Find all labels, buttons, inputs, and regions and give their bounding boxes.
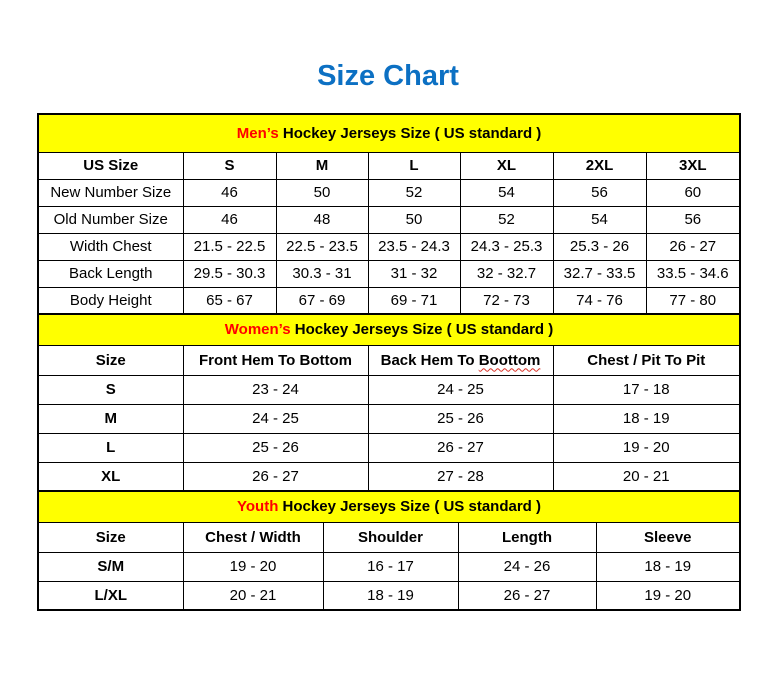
table-cell: 22.5 - 23.5	[276, 233, 368, 260]
table-row	[38, 552, 740, 581]
misspelled-word: Boottom	[478, 351, 541, 369]
column-header	[368, 345, 553, 375]
youth-size-table	[37, 490, 741, 611]
table-row	[38, 375, 740, 404]
mens-table-title	[38, 114, 740, 152]
table-cell: 23 - 24	[183, 375, 368, 404]
mens-header-row	[38, 152, 740, 179]
column-header: 3XL	[646, 152, 740, 179]
column-header: US Size	[38, 152, 183, 179]
table-cell: 19 - 20	[553, 433, 740, 462]
row-label: S/M	[38, 552, 183, 581]
table-cell: 77 - 80	[646, 287, 740, 314]
column-header: S	[183, 152, 276, 179]
table-cell: 19 - 20	[183, 552, 323, 581]
table-cell: 56	[553, 179, 646, 206]
row-label: S	[38, 375, 183, 404]
table-cell: 26 - 27	[646, 233, 740, 260]
row-label: Width Chest	[38, 233, 183, 260]
youth-header-row	[38, 522, 740, 552]
table-cell: 26 - 27	[368, 433, 553, 462]
table-row	[38, 260, 740, 287]
column-header: Shoulder	[323, 522, 458, 552]
column-header: Sleeve	[596, 522, 740, 552]
row-label: Old Number Size	[38, 206, 183, 233]
youth-table-title-highlight: Youth	[237, 498, 279, 516]
row-label: L	[38, 433, 183, 462]
womens-table-title-highlight: Women’s	[224, 321, 291, 339]
column-header: XL	[460, 152, 553, 179]
column-header: 2XL	[553, 152, 646, 179]
table-cell: 30.3 - 31	[276, 260, 368, 287]
table-cell: 25 - 26	[183, 433, 368, 462]
table-cell: 74 - 76	[553, 287, 646, 314]
table-row	[38, 433, 740, 462]
table-cell: 24 - 26	[458, 552, 596, 581]
youth-table-title-rest: Hockey Jerseys Size ( US standard )	[278, 498, 541, 516]
mens-table-title-highlight: Men’s	[236, 124, 279, 142]
row-label: New Number Size	[38, 179, 183, 206]
table-row	[38, 233, 740, 260]
table-cell: 65 - 67	[183, 287, 276, 314]
table-cell: 24 - 25	[183, 404, 368, 433]
table-cell: 48	[276, 206, 368, 233]
table-cell: 60	[646, 179, 740, 206]
column-header: Chest / Pit To Pit	[553, 345, 740, 375]
table-cell: 18 - 19	[553, 404, 740, 433]
table-cell: 33.5 - 34.6	[646, 260, 740, 287]
page-title: Size Chart	[317, 60, 459, 92]
table-cell: 18 - 19	[596, 552, 740, 581]
column-header: Size	[38, 522, 183, 552]
mens-table-title-row	[38, 114, 740, 152]
table-cell: 18 - 19	[323, 581, 458, 610]
table-cell: 50	[276, 179, 368, 206]
youth-table-title-row	[38, 491, 740, 522]
table-cell: 46	[183, 179, 276, 206]
column-header: Length	[458, 522, 596, 552]
table-cell: 26 - 27	[458, 581, 596, 610]
table-cell: 25 - 26	[368, 404, 553, 433]
table-cell: 20 - 21	[553, 462, 740, 491]
table-cell: 46	[183, 206, 276, 233]
table-cell: 25.3 - 26	[553, 233, 646, 260]
table-row	[38, 404, 740, 433]
table-row	[38, 206, 740, 233]
table-cell: 17 - 18	[553, 375, 740, 404]
column-header: L	[368, 152, 460, 179]
row-label: Back Length	[38, 260, 183, 287]
table-cell: 54	[460, 179, 553, 206]
table-cell: 16 - 17	[323, 552, 458, 581]
table-cell: 72 - 73	[460, 287, 553, 314]
row-label: XL	[38, 462, 183, 491]
table-cell: 19 - 20	[596, 581, 740, 610]
table-cell: 24 - 25	[368, 375, 553, 404]
table-cell: 26 - 27	[183, 462, 368, 491]
table-row	[38, 179, 740, 206]
column-header: Size	[38, 345, 183, 375]
table-cell: 31 - 32	[368, 260, 460, 287]
table-cell: 29.5 - 30.3	[183, 260, 276, 287]
womens-table-title	[38, 314, 740, 345]
table-row	[38, 287, 740, 314]
mens-table-title-rest: Hockey Jerseys Size ( US standard )	[278, 124, 542, 142]
column-header: M	[276, 152, 368, 179]
table-cell: 50	[368, 206, 460, 233]
table-cell: 56	[646, 206, 740, 233]
womens-size-table	[37, 313, 741, 492]
column-header: Front Hem To Bottom	[183, 345, 368, 375]
table-cell: 24.3 - 25.3	[460, 233, 553, 260]
table-cell: 52	[368, 179, 460, 206]
womens-table-title-rest: Hockey Jerseys Size ( US standard )	[290, 321, 554, 339]
table-cell: 67 - 69	[276, 287, 368, 314]
row-label: L/XL	[38, 581, 183, 610]
table-cell: 54	[553, 206, 646, 233]
table-cell: 27 - 28	[368, 462, 553, 491]
table-cell: 69 - 71	[368, 287, 460, 314]
mens-size-table	[37, 113, 741, 315]
column-header: Chest / Width	[183, 522, 323, 552]
youth-table-title	[38, 491, 740, 522]
table-row	[38, 462, 740, 491]
table-cell: 20 - 21	[183, 581, 323, 610]
table-cell: 32 - 32.7	[460, 260, 553, 287]
column-header-text: Back Hem To	[380, 351, 479, 369]
table-row	[38, 581, 740, 610]
table-cell: 21.5 - 22.5	[183, 233, 276, 260]
womens-header-row	[38, 345, 740, 375]
row-label: Body Height	[38, 287, 183, 314]
womens-table-title-row	[38, 314, 740, 345]
table-cell: 52	[460, 206, 553, 233]
table-cell: 23.5 - 24.3	[368, 233, 460, 260]
row-label: M	[38, 404, 183, 433]
table-cell: 32.7 - 33.5	[553, 260, 646, 287]
